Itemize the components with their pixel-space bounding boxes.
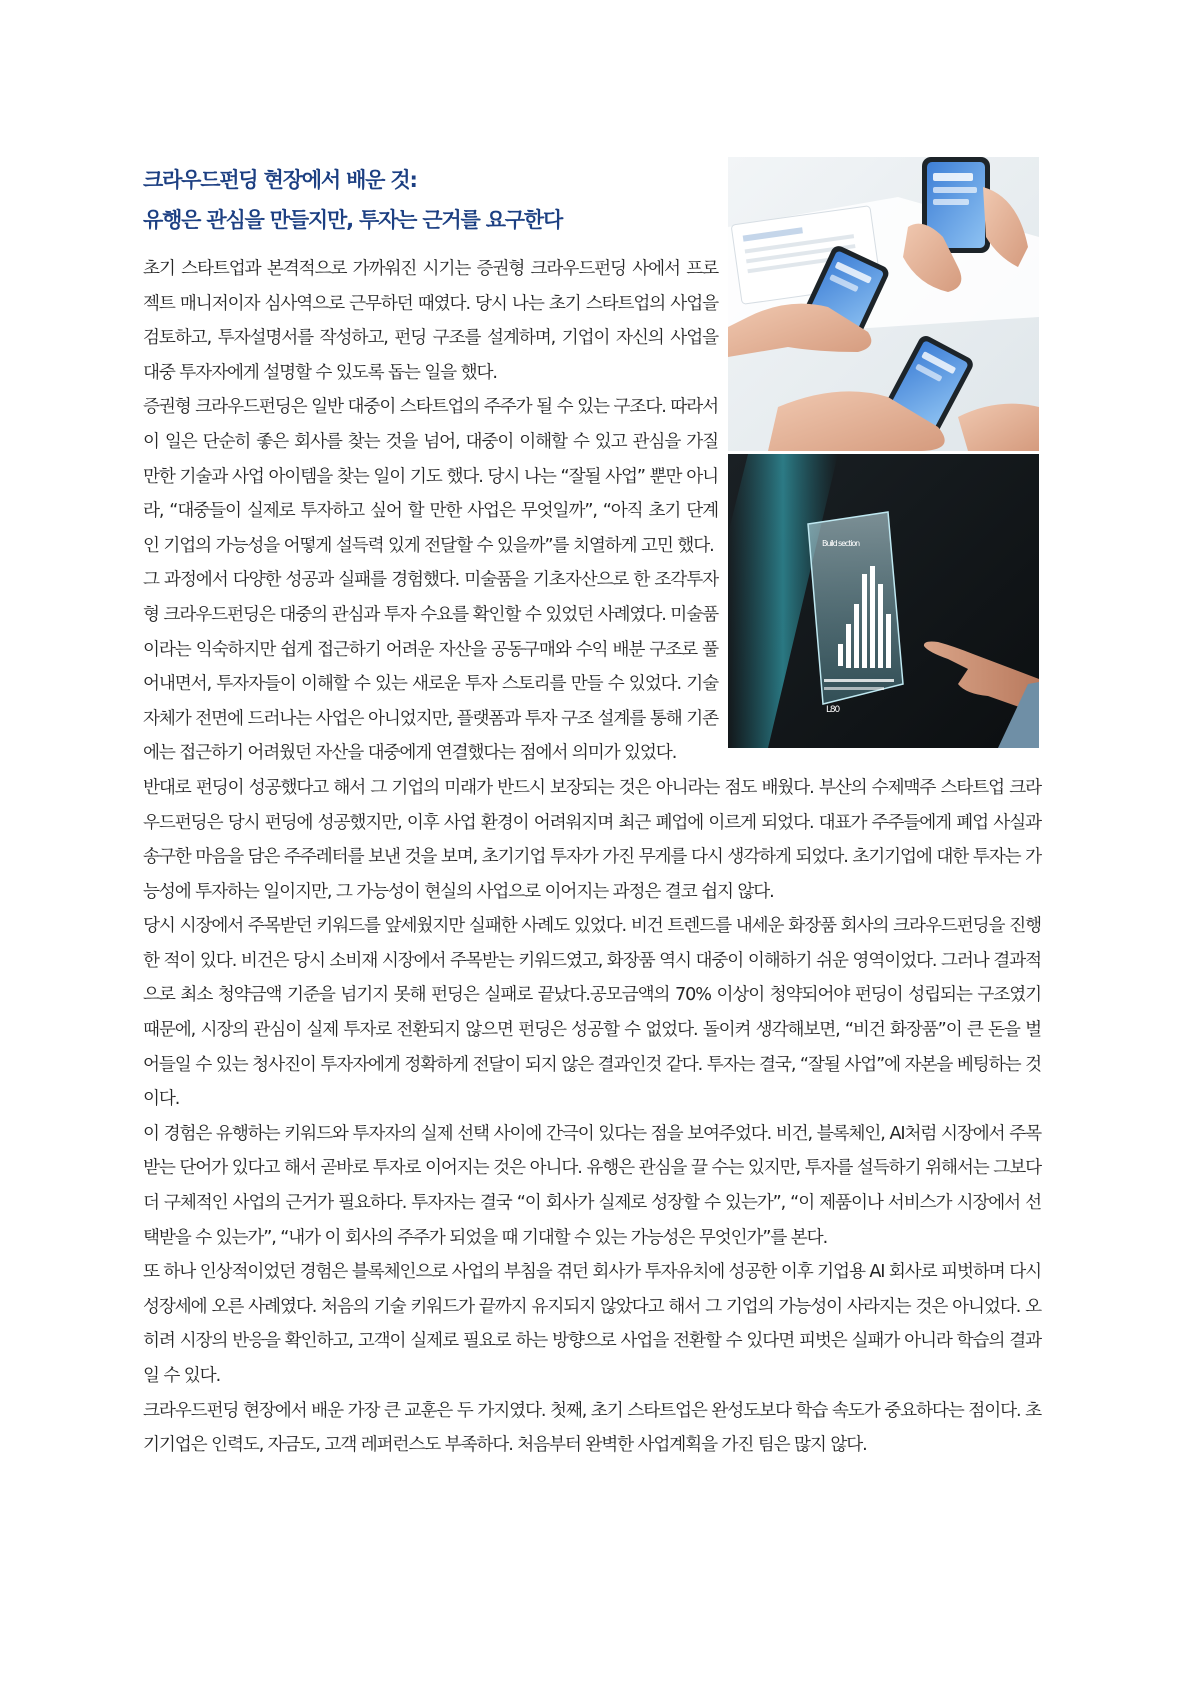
smartphones-photo <box>728 157 1039 451</box>
holographic-panel-photo <box>728 454 1039 748</box>
panel-code: L80 <box>826 705 840 715</box>
paragraph-3: 그 과정에서 다양한 성공과 실패를 경험했다. 미술품을 기초자산으로 한 조각투자형 크라우드펀딩은 대중의 관심과 투자 수요를 확인할 수 있었던 사례였다. 미술품이라는 익숙하지만 쉽게 접근하기 어려운 자산을 공동구매와 수익 배분 구조로 풀어내면서, 투자자들이 이해할 수 있는 새로운 투자 스토리를 만들 수 있었다. 기술 자체가 전면에 드러나는 사업은 아니었지만, 플랫폼과 투자 구조 설계를 통해 기존에는 접근하기 어려웠던 자산을 대중에게 연결했다는 점에서 의미가 있었다. <box>143 570 718 764</box>
article-body <box>143 252 1041 1463</box>
paragraph-6: 이 경험은 유행하는 키워드와 투자자의 실제 선택 사이에 간극이 있다는 점을 보여주었다. 비건, 블록체인, AI처럼 시장에서 주목받는 단어가 있다고 해서 곧바로 투자로 이어지는 것은 아니다. 유행은 관심을 끌 수는 있지만, 투자를 설득하기 위해서는 그보다 더 구체적인 사업의 근거가 필요하다. 투자자는 결국 “이 회사가 실제로 성장할 수 있는가”, “이 제품이나 서비스가 시장에서 선택받을 수 있는가”, “내가 이 회사의 주주가 되었을 때 기대할 수 있는 가능성은 무엇인가”를 본다. <box>143 1123 1041 1248</box>
paragraph-7: 또 하나 인상적이었던 경험은 블록체인으로 사업의 부침을 겪던 회사가 투자유치에 성공한 이후 기업용 AI 회사로 피벗하며 다시 성장세에 오른 사례였다. 처음의 기술 키워드가 끝까지 유지되지 않았다고 해서 그 기업의 가능성이 사라지는 것은 아니었다. 오히려 시장의 반응을 확인하고, 고객이 실제로 필요로 하는 방향으로 사업을 전환할 수 있다면 피벗은 실패가 아니라 학습의 결과일 수 있다. <box>143 1262 1041 1386</box>
title-line-1: 크라우드펀딩 현장에서 배운 것: <box>143 168 417 192</box>
paragraph-8: 크라우드펀딩 현장에서 배운 가장 큰 교훈은 두 가지였다. 첫째, 초기 스타트업은 완성도보다 학습 속도가 중요하다는 점이다. 초기기업은 인력도, 자금도, 고객 레퍼런스도 부족하다. 처음부터 완벽한 사업계획을 가진 팀은 많지 않다. <box>143 1400 1041 1456</box>
title-line-2: 유행은 관심을 만들지만, 투자는 근거를 요구한다 <box>143 208 563 232</box>
paragraph-1: 초기 스타트업과 본격적으로 가까워진 시기는 증권형 크라우드펀딩 사에서 프로젝트 매니저이자 심사역으로 근무하던 때였다. 당시 나는 초기 스타트업의 사업을 검토하고, 투자설명서를 작성하고, 펀딩 구조를 설계하며, 기업이 자신의 사업을 대중 투자자에게 설명할 수 있도록 돕는 일을 했다. <box>143 259 718 383</box>
paragraph-5: 당시 시장에서 주목받던 키워드를 앞세웠지만 실패한 사례도 있었다. 비건 트렌드를 내세운 화장품 회사의 크라우드펀딩을 진행한 적이 있다. 비건은 당시 소비재 시장에서 주목받는 키워드였고, 화장품 역시 대중이 이해하기 쉬운 영역이었다. 그러나 결과적으로 최소 청약금액 기준을 넘기지 못해 펀딩은 실패로 끝났다.공모금액의 70% 이상이 청약되어야 펀딩이 성립되는 구조였기 때문에, 시장의 관심이 실제 투자로 전환되지 않으면 펀딩은 성공할 수 없었다. 돌이켜 생각해보면, “비건 화장품”이 큰 돈을 벌어들일 수 있는 청사진이 투자자에게 정확하게 전달이 되지 않은 결과인것 같다. 투자는 결국, “잘될 사업”에 자본을 베팅하는 것이다. <box>143 916 1041 1110</box>
paragraph-4: 반대로 펀딩이 성공했다고 해서 그 기업의 미래가 반드시 보장되는 것은 아니라는 점도 배웠다. 부산의 수제맥주 스타트업 크라우드펀딩은 당시 펀딩에 성공했지만, 이후 사업 환경이 어려워지며 최근 폐업에 이르게 되었다. 대표가 주주들에게 폐업 사실과 송구한 마음을 담은 주주레터를 보낸 것을 보며, 초기기업 투자가 가진 무게를 다시 생각하게 되었다. 초기기업에 대한 투자는 가능성에 투자하는 일이지만, 그 가능성이 현실의 사업으로 이어지는 과정은 결코 쉽지 않다. <box>143 777 1041 902</box>
finger-touching-hologram-image <box>728 454 1039 748</box>
hands-holding-phones-image <box>728 157 1039 451</box>
paragraph-2: 증권형 크라우드펀딩은 일반 대중이 스타트업의 주주가 될 수 있는 구조다. 따라서 이 일은 단순히 좋은 회사를 찾는 것을 넘어, 대중이 이해할 수 있고 관심을 가질 만한 기술과 사업 아이템을 찾는 일이 기도 했다. 당시 나는 “잘될 사업” 뿐만 아니라, “대중들이 실제로 투자하고 싶어 할 만한 사업은 무엇일까”, “아직 초기 단계인 기업의 가능성을 어떻게 설득력 있게 전달할 수 있을까”를 치열하게 고민 했다. <box>143 397 718 556</box>
photo-column <box>728 157 1041 750</box>
panel-heading: Build section <box>822 539 860 548</box>
article-title <box>143 160 713 240</box>
